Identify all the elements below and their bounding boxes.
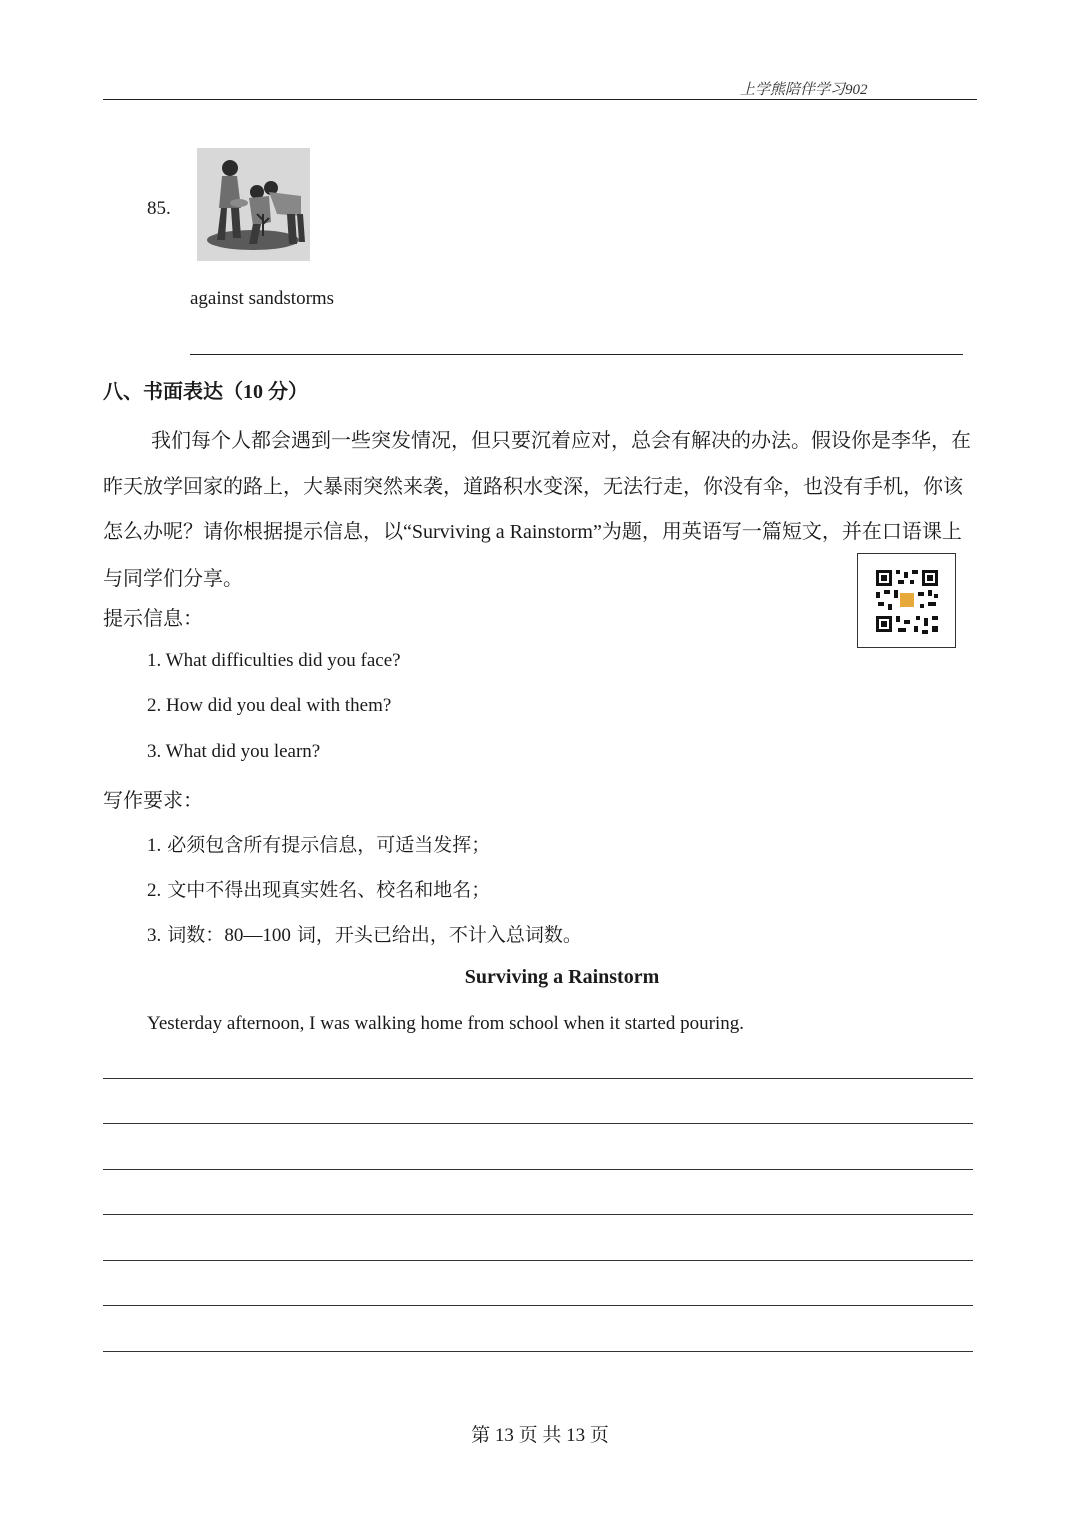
header-divider: [103, 99, 977, 100]
prompt-text-2: 为题，用英语写一篇短文，并在口语课上与同学们分享。: [103, 519, 962, 590]
requirement-text: 词，开头已给出，不计入总词数。: [290, 924, 582, 946]
qr-code: [857, 553, 956, 648]
answer-line: [190, 354, 963, 355]
requirement-number: 2.: [147, 880, 162, 901]
header-text: 上学熊陪伴学习902: [740, 82, 868, 98]
writing-line[interactable]: [103, 1214, 973, 1215]
requirement-text: 文中不得出现真实姓名、校名和地名；: [167, 879, 491, 901]
hint-phrase: against sandstorms: [190, 288, 335, 309]
word-count-range: 80—100: [224, 925, 291, 946]
essay-title: Surviving a Rainstorm: [464, 966, 660, 988]
requirements-label: 写作要求：: [103, 788, 203, 812]
prompt-quote: “Surviving a Rainstorm”: [403, 521, 602, 543]
writing-line[interactable]: [103, 1351, 973, 1352]
section-title: [103, 375, 308, 404]
requirement-item: [147, 875, 490, 902]
hint-item: 3. What did you learn?: [147, 741, 321, 762]
illustration-image: [197, 148, 310, 261]
hint-item: 2. How did you deal with them?: [147, 695, 392, 716]
requirement-item: [147, 920, 582, 947]
page-footer: 第 13 页 共 13 页: [471, 1425, 609, 1446]
requirement-text: 必须包含所有提示信息，可适当发挥；: [167, 834, 491, 856]
section-title-prefix: 八、书面表达（: [103, 379, 243, 403]
requirement-text: 词数：: [167, 924, 225, 946]
section-points: 10 分: [243, 381, 288, 403]
writing-line[interactable]: [103, 1123, 973, 1124]
question-number: 85.: [147, 198, 171, 219]
hints-label: 提示信息：: [103, 606, 203, 630]
prompt-paragraph: [103, 418, 979, 601]
requirement-number: 1.: [147, 835, 162, 856]
section-title-suffix: ）: [288, 379, 308, 403]
hint-item: 1. What difficulties did you face?: [147, 650, 401, 671]
writing-line[interactable]: [103, 1260, 973, 1261]
writing-line[interactable]: [103, 1169, 973, 1170]
writing-line[interactable]: [103, 1078, 973, 1079]
essay-opening-sentence: Yesterday afternoon, I was walking home from school when it started pouring.: [147, 1013, 744, 1034]
writing-line[interactable]: [103, 1305, 973, 1306]
requirement-item: [147, 830, 490, 857]
prompt-text-1: 我们每个人都会遇到一些突发情况，但只要沉着应对，总会有解决的办法。假设你是李华，在昨天放学回家的路上，大暴雨突然来袭，道路积水变深，无法行走，你没有伞，也没有手机，你该怎么办呢？请你根据提示信息，以: [103, 428, 971, 543]
requirement-number: 3.: [147, 925, 162, 946]
